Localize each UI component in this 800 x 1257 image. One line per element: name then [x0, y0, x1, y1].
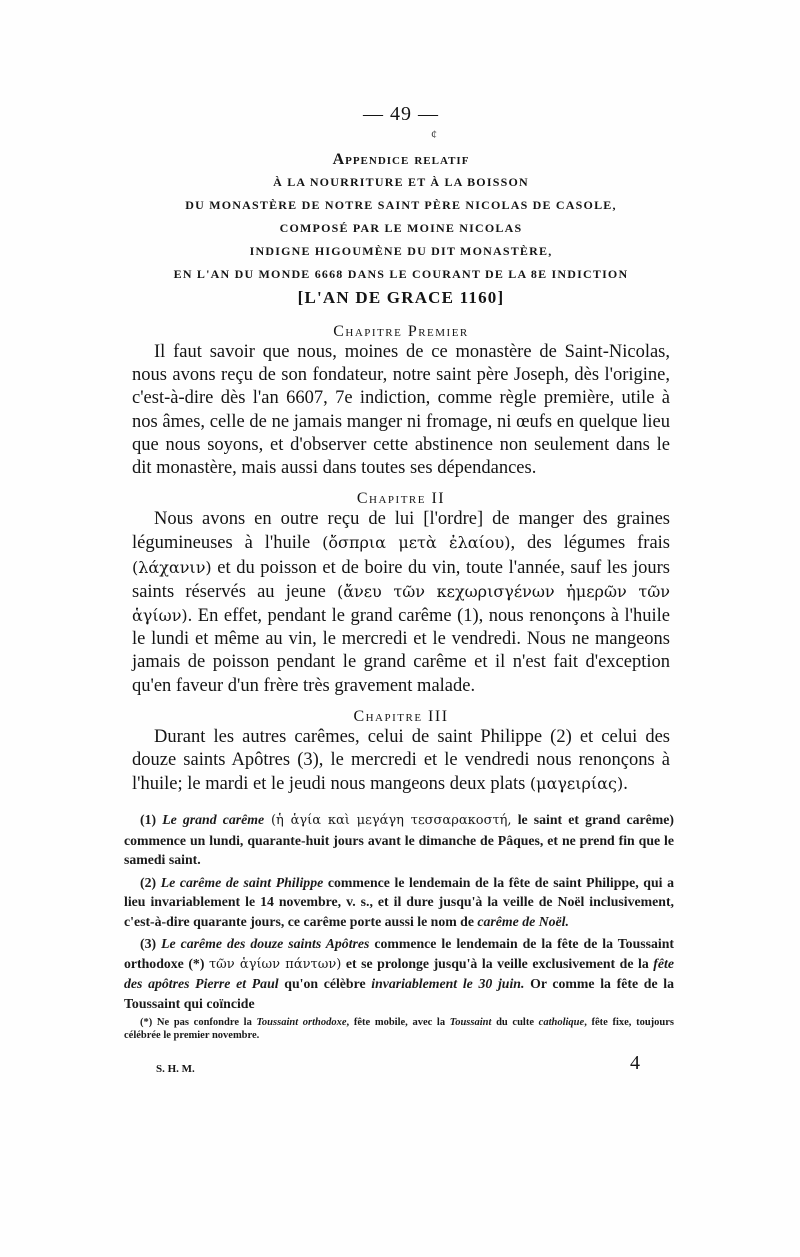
printer-signature: S. H. M.: [156, 1063, 195, 1076]
footnote-term: Toussaint: [449, 1017, 492, 1029]
footnote-term: Le carême de saint Philippe: [160, 874, 324, 890]
footnote-term: invariablement le 30 juin.: [371, 976, 525, 992]
heading-line-7: [L'AN DE GRACE 1160]: [297, 288, 505, 307]
page-number: — 49 —: [363, 103, 439, 125]
greek-phrase: τῶν ἁγίων πάντων): [208, 956, 342, 972]
greek-phrase: (μαγειρίας): [529, 774, 624, 794]
sheet-number: 4: [630, 1052, 640, 1075]
footnote-number: (3): [140, 936, 162, 952]
footnotes: [124, 810, 674, 1042]
heading-line-5: INDIGNE HIGOUMÈNE DU DIT MONASTÈRE,: [249, 244, 553, 258]
chapter-3-text: [132, 726, 670, 797]
footnote-number: (1): [140, 812, 163, 828]
chapter-3-title: Chapitre III: [353, 707, 449, 725]
appendix-heading: [132, 148, 670, 309]
heading-line-4: COMPOSÉ PAR LE MOINE NICOLAS: [279, 221, 523, 235]
footnote-text: et se prolonge jusqu'à la veille exclusivement de la: [341, 955, 654, 971]
heading-line-2: À LA NOURRITURE ET À LA BOISSON: [273, 175, 529, 189]
footnote-text: commence le lendemain de la fête de la Toussaint orthodoxe (*): [124, 936, 674, 971]
footnote-text: , fête mobile, avec la: [346, 1017, 450, 1029]
chapter-2-text-a: Nous avons en outre reçu de lui [l'ordre] de manger des graines légumineuses à l'huile: [132, 509, 670, 554]
chapter-2-text: [132, 508, 670, 698]
footnote-number: (2): [140, 874, 161, 890]
margin-mark: ¢: [431, 127, 437, 141]
signature-row: [132, 1052, 670, 1075]
heading-line-6: EN L'AN DU MONDE 6668 DANS LE COURANT DE LA 8E INDICTION: [173, 267, 629, 281]
footnote-1: [124, 810, 674, 870]
footnote-text: , fête fixe, toujours célébrée le premier novembre.: [124, 1017, 674, 1042]
footnote-text: Ne pas confondre la: [156, 1017, 257, 1029]
footnote-term: carême de Noël.: [477, 913, 569, 929]
chapter-1-title: Chapitre Premier: [333, 323, 469, 340]
footnote-term: Toussaint orthodoxe: [256, 1017, 347, 1029]
footnote-2: [124, 873, 674, 932]
footnote-number: (*): [140, 1017, 157, 1029]
footnote-text: qu'on célèbre: [278, 976, 372, 992]
footnote-text: du culte: [491, 1017, 539, 1029]
footnote-term: catholique: [538, 1017, 585, 1029]
footnote-text: Or comme la fête de la Toussaint qui coïncide: [124, 976, 674, 1011]
footnote-text: commence le lendemain de la fête de saint Philippe, qui a lieu invariablement le 14 novembre, v. s., et il dure jusqu'à la veille de Noël inclusivement, c'est-à-dire quarante jours, ce carême porte aussi le nom de: [124, 874, 674, 929]
page: [124, 100, 674, 1076]
chapter-3-text-b: .: [623, 774, 628, 795]
chapter-2-text-b: , des légumes frais: [510, 533, 671, 554]
greek-phrase: (ὄσπρια μετὰ ἐλαίου): [322, 533, 511, 553]
chapter-2-text-c: et du poisson et de boire du vin, toute l'année, sauf les jours saints réservés au jeune: [132, 557, 670, 602]
chapter-2-text-d: . En effet, pendant le grand carême (1), nous renonçons à l'huile le lundi et même au vin, le mercredi et le vendredi. Nous ne mangeons jamais de poisson pendant le grand carême et il n'est fait d'exception qu'en faveur d'un frère très gravement malade.: [132, 606, 670, 696]
footnote-text: le saint et grand carême) commence un lundi, quarante-huit jours avant le dimanche de Pâques, et ne prend fin que le samedi saint.: [124, 812, 674, 868]
heading-line-3: DU MONASTÈRE DE NOTRE SAINT PÈRE NICOLAS DE CASOLE,: [185, 198, 617, 212]
footnote-term: fête des apôtres Pierre et Paul: [124, 955, 674, 992]
footnote-star: [124, 1016, 674, 1042]
greek-phrase: (λάχανιν): [132, 557, 212, 577]
greek-phrase: (ἡ ἁγία καὶ μεγάγη τεσσαρακοστή,: [264, 813, 512, 829]
footnote-3: [124, 934, 674, 1013]
greek-phrase: (ἄνευ τῶν κεχωρισγένων ἡμερῶν τῶν ἁγίων): [132, 581, 670, 626]
chapter-2-title: Chapitre II: [356, 490, 446, 508]
chapter-3-text-a: Durant les autres carêmes, celui de saint Philippe (2) et celui des douze saints Apôtres (3), le mercredi et le vendredi nous renonçons à l'huile; le mardi et le jeudi nous mangeons deux plats: [132, 726, 670, 795]
footnote-term: Le grand carême: [162, 812, 265, 828]
chapter-1-text: Il faut savoir que nous, moines de ce monastère de Saint-Nicolas, nous avons reçu de son fondateur, notre saint père Joseph, dès l'origine, c'est-à-dire dès l'an 6607, 7e indiction, comme règle première, utile à nos âmes, celle de ne jamais manger ni fromage, ni œufs en quelque lieu que nous soyons, et d'observer cette abstinence non seulement dans le dit monastère, mais aussi dans toutes ses dépendances.: [132, 342, 670, 479]
footnote-term: Le carême des douze saints Apôtres: [161, 936, 370, 952]
heading-line-1: Appendice relatif: [332, 151, 470, 168]
